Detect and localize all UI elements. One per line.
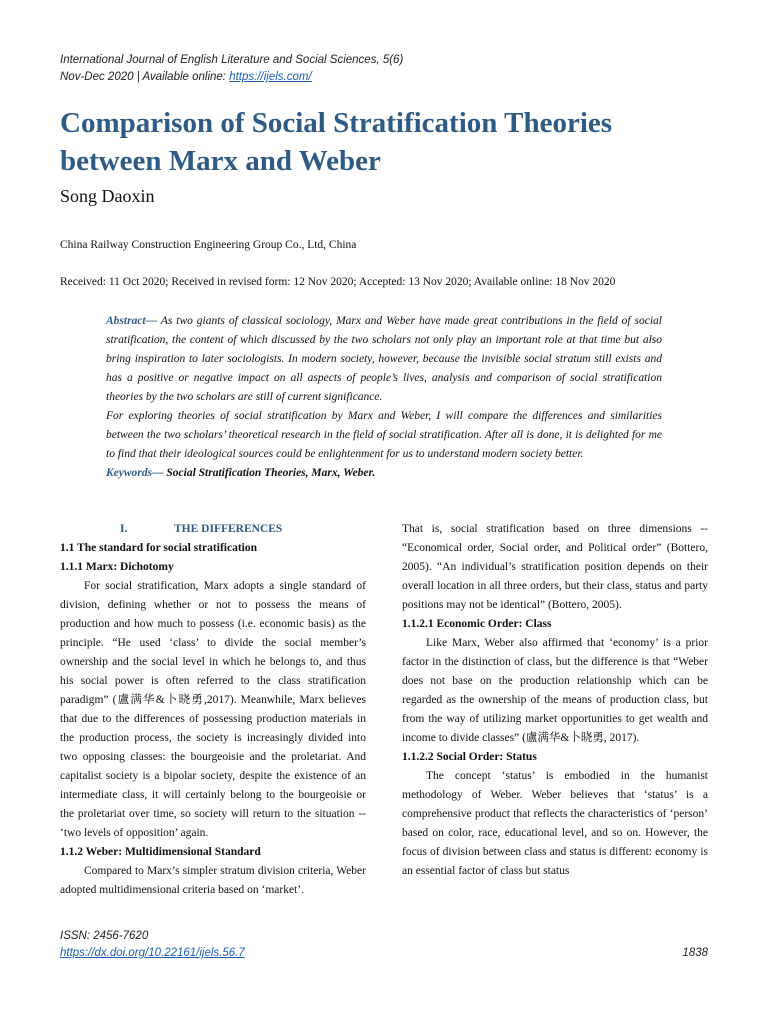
right-column	[402, 520, 708, 881]
subheading-1-1-2-1: 1.1.2.1 Economic Order: Class	[402, 618, 552, 630]
issue-line	[60, 69, 700, 86]
keywords-text: Social Stratification Theories, Marx, Weber.	[163, 467, 376, 479]
doi-line	[60, 945, 708, 962]
abstract-para-1	[106, 312, 662, 407]
body-paragraph: That is, social stratification based on three dimensions -- “Economical order, Social order, and Political order” (Bottero, 2005). “An individual’s stratification position depends on their overall location in all three orders, but their class, status and party positions may not be identical” (Bottero, 2005).	[402, 523, 708, 611]
paper-title: Comparison of Social Stratification Theories between Marx and Weber	[60, 107, 613, 177]
section-title: THE DIFFERENCES	[174, 523, 283, 535]
page-number: 1838	[682, 947, 708, 959]
body-paragraph: Like Marx, Weber also affirmed that ‘economy’ is a prior factor in the distinction of class, but the difference is that “Weber does not base on the production relationship which can be regarded as the ownership of the means of production class, but from the way of utilizing market opportunities to get wealth and income to divide classes” (盧满华&卜晓勇, 2017).	[402, 637, 708, 744]
keywords-label: Keywords—	[106, 467, 164, 479]
subheading-1-1: 1.1 The standard for social stratification	[60, 542, 257, 554]
abstract-block	[106, 312, 662, 483]
keywords-line	[106, 464, 662, 483]
journal-header	[60, 52, 700, 86]
issn: ISSN: 2456-7620	[60, 930, 149, 942]
body-paragraph: Compared to Marx’s simpler stratum division criteria, Weber adopted multidimensional criteria based on ‘market’.	[60, 865, 366, 896]
subheading-1-1-2: 1.1.2 Weber: Multidimensional Standard	[60, 846, 261, 858]
body-paragraph: For social stratification, Marx adopts a single standard of division, defining whether or not to possess the means of production and how much to possess (i.e. economic basis) as the principle. “He used ‘class’ to divide the social member’s ownership and the social level in which he belongs to, and thus his social power is often referred to the class stratification paradigm” (盧满华&卜晓勇,2017). Meanwhile, Marx believes that due to the differences of possessing production materials in the production process, the society is increasingly divided into two opposing classes: the bourgeoisie and the proletariat. And capitalist society is a bipolar society, despite the existence of an intermediate class, it will certainly belong to the bourgeoisie or the proletariat over time, so society will return to the situation -- ‘two levels of opposition’ again.	[60, 580, 366, 839]
publication-dates: Received: 11 Oct 2020; Received in revised form: 12 Nov 2020; Accepted: 13 Nov 2020; Available online: 18 Nov 2020	[60, 276, 616, 288]
subheading-1-1-1: 1.1.1 Marx: Dichotomy	[60, 561, 174, 573]
subheading-1-1-2-2: 1.1.2.2 Social Order: Status	[402, 751, 537, 763]
journal-url-link[interactable]: https://ijels.com/	[229, 71, 312, 83]
journal-name: International Journal of English Literature and Social Sciences, 5(6)	[60, 54, 404, 66]
body-paragraph: The concept ‘status’ is embodied in the humanist methodology of Weber. Weber believes that ‘status’ is a comprehensive product that reflects the characteristics of ‘person’ based on color, race, educational level, and so on. However, the focus of division between class and status is different: economy is an essential factor of class but status	[402, 770, 708, 877]
page-footer	[60, 928, 708, 962]
left-column	[60, 520, 366, 900]
abstract-label: Abstract—	[106, 315, 158, 327]
section-number: I.	[120, 523, 128, 535]
abstract-text-1: As two giants of classical sociology, Marx and Weber have made great contributions in the field of social stratification, the content of which discussed by the two scholars not only play an important role at that time but also bring inspiration to later sociologists. In modern society, however, because the invisible social stratum still exists and has a positive or negative impact on all aspects of people’s lives, analysis and comparison of social stratification theories by the two scholars are still of current significance.	[106, 315, 662, 403]
doi-link[interactable]: https://dx.doi.org/10.22161/ijels.56.7	[60, 947, 245, 959]
section-heading	[60, 520, 366, 539]
abstract-para-2: For exploring theories of social stratification by Marx and Weber, I will compare the differences and similarities between the two scholars’ theoretical research in the field of social stratification. After all is done, it is delighted for me to find that their ideological sources could be enlightenment for us to understand modern society better.	[106, 410, 662, 460]
issue-text: Nov-Dec 2020 | Available online:	[60, 71, 230, 83]
author-affiliation: China Railway Construction Engineering Group Co., Ltd, China	[60, 239, 357, 251]
author-name: Song Daoxin	[60, 186, 155, 206]
